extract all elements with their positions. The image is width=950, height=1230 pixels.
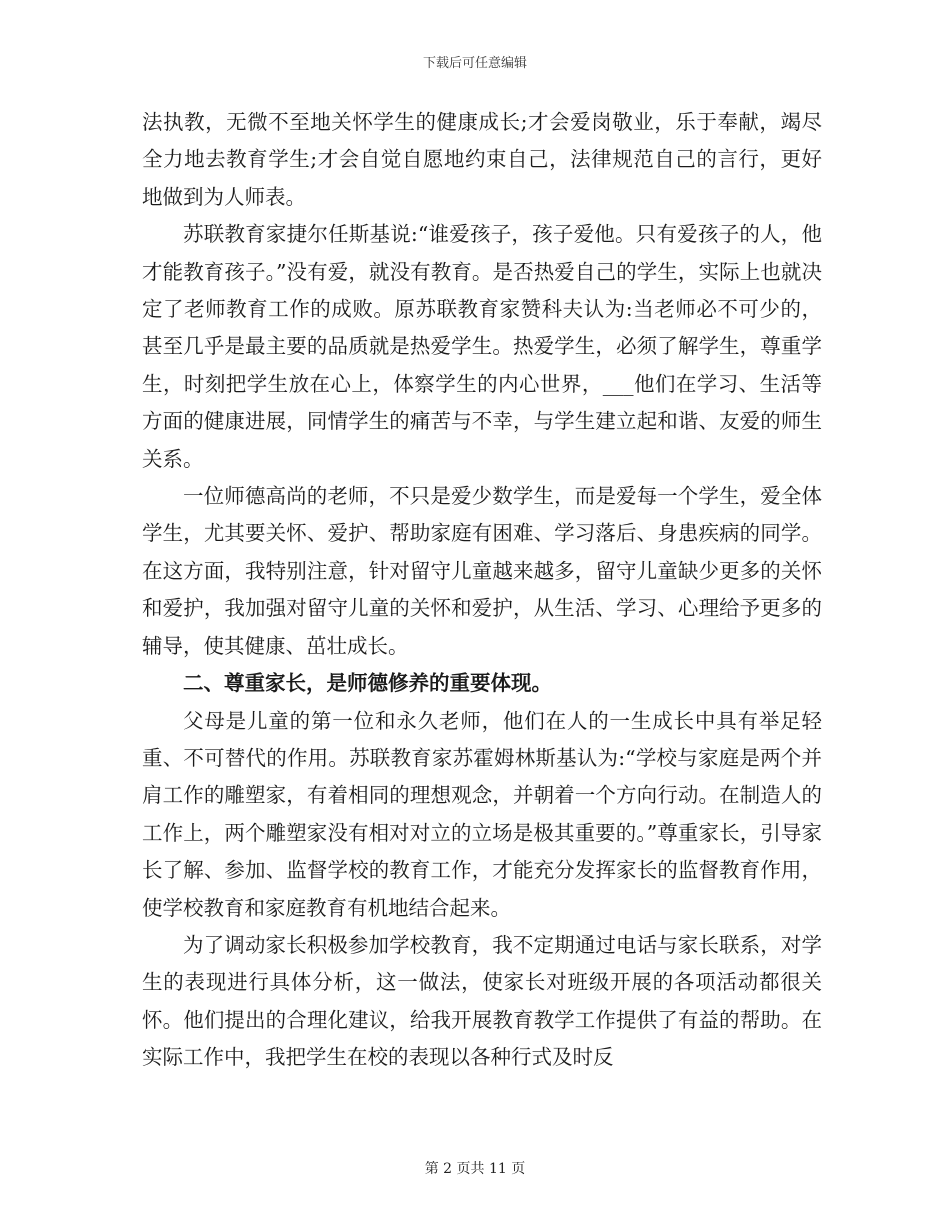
paragraph-5: 为了调动家长积极参加学校教育，我不定期通过电话与家长联系，对学生的表现进行具体分析，这一做法，使家长对班级开展的各项活动都很关怀。他们提出的合理化建议，给我开展教育教学工作提供了有益的帮助。在实际工作中，我把学生在校的表现以各种行式及时反 bbox=[142, 932, 822, 1070]
paragraph-3: 一位师德高尚的老师，不只是爱少数学生，而是爱每一个学生，爱全体学生，尤其要关怀、爱护、帮助家庭有困难、学习落后、身患疾病的同学。在这方面，我特别注意，针对留守儿童越来越多，留守儿童缺少更多的关怀和爱护，我加强对留守儿童的关怀和爱护，从生活、学习、心理给予更多的辅导，使其健康、茁壮成长。 bbox=[142, 484, 822, 658]
paragraph-4: 父母是儿童的第一位和永久老师，他们在人的一生成长中具有举足轻重、不可替代的作用。苏联教育家苏霍姆林斯基认为:“学校与家庭是两个并肩工作的雕塑家，有着相同的理想观念，并朝着一个方向行动。在制造人的工作上，两个雕塑家没有相对对立的立场是极其重要的。”尊重家长，引导家长了解、参加、监督学校的教育工作，才能充分发挥家长的监督教育作用，使学校教育和家庭教育有机地结合起来。 bbox=[142, 708, 822, 920]
document-body bbox=[142, 104, 822, 1077]
page-number-footer: 第 2 页共 11 页 bbox=[424, 1161, 526, 1177]
page-header-note: 下载后可任意编辑 bbox=[422, 56, 527, 71]
section-heading: 二、尊重家长，是师德修养的重要体现。 bbox=[183, 671, 552, 696]
paragraph-2: 苏联教育家捷尔任斯基说:“谁爱孩子，孩子爱他。只有爱孩子的人，他才能教育孩子。”没有爱，就没有教育。是否热爱自己的学生，实际上也就决定了老师教育工作的成败。原苏联教育家赞科夫认为:当老师必不可少的，甚至几乎是最主要的品质就是热爱学生。热爱学生，必须了解学生，尊重学生，时刻把学生放在心上，体察学生的内心世界，___他们在学习、生活等方面的健康进展，同情学生的痛苦与不幸，与学生建立起和谐、友爱的师生关系。 bbox=[142, 222, 822, 471]
paragraph-1: 法执教，无微不至地关怀学生的健康成长;才会爱岗敬业，乐于奉献，竭尽全力地去教育学生;才会自觉自愿地约束自己，法律规范自己的言行，更好地做到为人师表。 bbox=[142, 110, 822, 209]
